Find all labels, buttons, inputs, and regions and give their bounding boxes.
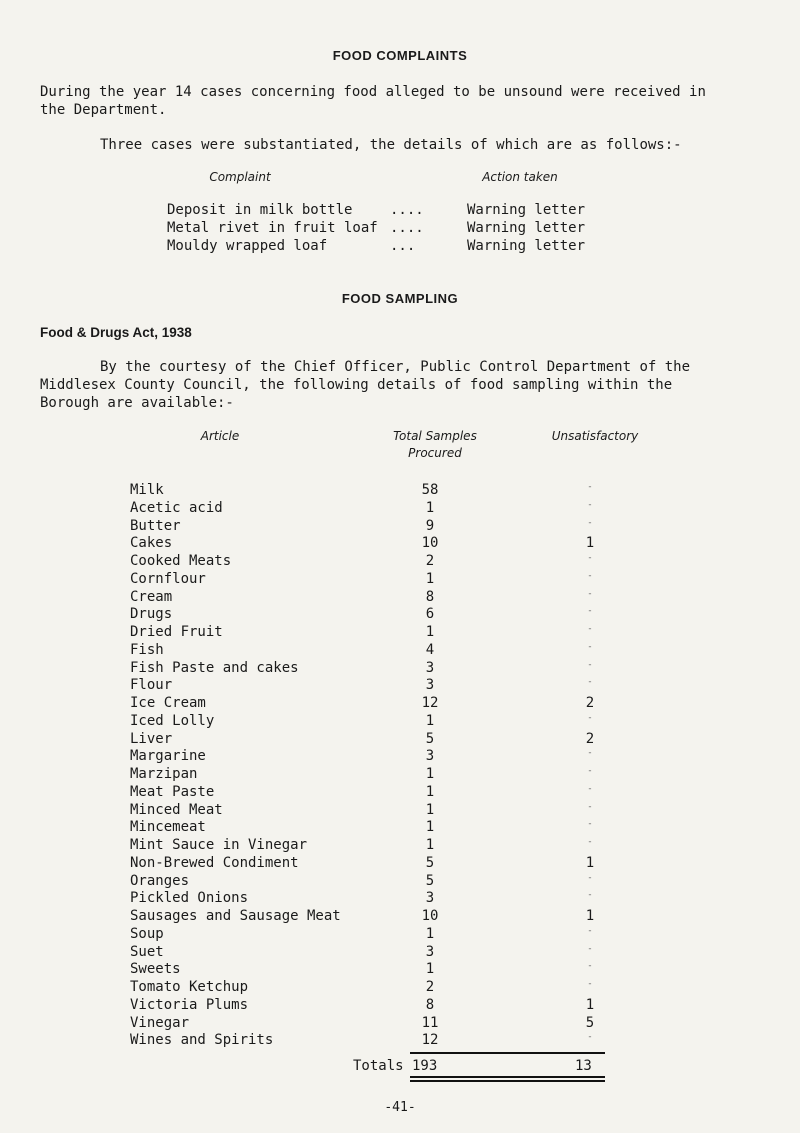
total-samples-cell: 8 (425, 996, 435, 1013)
total-samples-cell: 5 (425, 730, 435, 747)
table-row (0, 500, 800, 517)
page-number: -41- (384, 1100, 416, 1115)
unsatisfactory-cell: 2 (585, 695, 595, 711)
article-cell: Mincemeat (130, 819, 206, 836)
article-cell: Victoria Plums (130, 996, 249, 1013)
unsatisfactory-cell: - (587, 766, 593, 776)
article-cell: Marzipan (130, 766, 198, 782)
total-samples-cell: 4 (425, 641, 435, 658)
table-row (0, 518, 800, 535)
total-samples-cell: 1 (425, 499, 435, 516)
total-samples-cell: 2 (425, 553, 435, 569)
table-row (0, 944, 800, 961)
table-row (0, 908, 800, 925)
unsatisfactory-cell: 1 (585, 908, 595, 924)
table-row (0, 589, 800, 606)
total-samples-cell: 10 (421, 908, 439, 924)
article-cell: Pickled Onions (130, 890, 249, 907)
unsatisfactory-cell: 1 (585, 854, 595, 871)
article-cell: Milk (130, 482, 164, 498)
total-samples-cell: 8 (425, 588, 435, 605)
article-cell: Sweets (130, 961, 181, 978)
unsatisfactory-cell: - (587, 482, 593, 492)
total-samples-cell: 6 (425, 606, 435, 623)
complaint-text: Metal rivet in fruit loaf (167, 220, 378, 236)
totals-label: Totals (353, 1058, 404, 1074)
table-row (0, 819, 800, 836)
table-row (0, 766, 800, 783)
table-row (0, 979, 800, 996)
complaints-substantiated: Three cases were substantiated, the details of which are as follows:- (100, 137, 682, 153)
article-cell: Mint Sauce in Vinegar (130, 837, 308, 853)
totals-top-rule (410, 1052, 605, 1054)
article-cell: Soup (130, 925, 164, 942)
table-row (0, 642, 800, 659)
article-cell: Cakes (130, 535, 173, 552)
unsatisfactory-cell: - (587, 588, 593, 599)
unsatisfactory-cell: 1 (585, 996, 595, 1013)
unsatisfactory-cell: - (587, 837, 593, 847)
total-samples-cell: 1 (425, 570, 435, 587)
unsatisfactory-cell: - (587, 961, 593, 972)
table-row (0, 677, 800, 694)
table-row (0, 873, 800, 890)
complaints-intro: During the year 14 cases concerning food alleged to be unsound were received in the Department. (40, 84, 706, 118)
total-samples-cell: 12 (421, 695, 439, 711)
sampling-intro: By the courtesy of the Chief Officer, Public Control Department of the Middlesex County Council, the following details of food sampling within the Borough are available:- (40, 359, 691, 411)
unsatisfactory-cell: - (587, 517, 593, 528)
total-samples-cell: 3 (425, 890, 435, 907)
total-samples-cell: 1 (425, 801, 435, 818)
total-samples-cell: 3 (425, 943, 435, 960)
article-column-header: Article (200, 429, 240, 443)
unsatisfactory-cell: - (587, 925, 593, 936)
action-text: Warning letter (467, 202, 586, 218)
unsatisfactory-cell: - (587, 606, 593, 617)
table-row (0, 482, 800, 499)
article-cell: Wines and Spirits (130, 1032, 274, 1049)
total-samples-cell: 5 (425, 872, 435, 889)
article-cell: Sausages and Sausage Meat (130, 908, 341, 924)
unsatisfactory-cell: - (587, 783, 593, 794)
article-cell: Non-Brewed Condiment (130, 854, 299, 871)
unsatisfactory-cell: - (587, 872, 593, 883)
article-cell: Cooked Meats (130, 553, 232, 569)
total-samples-cell: 1 (425, 925, 435, 942)
article-cell: Butter (130, 517, 181, 534)
unsatisfactory-cell: - (587, 659, 593, 670)
unsatisfactory-cell: - (587, 819, 593, 830)
article-cell: Meat Paste (130, 783, 215, 800)
complaint-leader-dots: .... (390, 220, 424, 236)
article-cell: Liver (130, 730, 173, 747)
total-samples-cell: 10 (421, 535, 439, 552)
unsatisfactory-cell: - (587, 748, 593, 759)
food-sampling-heading: FOOD SAMPLING (341, 291, 459, 306)
unsatisfactory-cell: - (587, 499, 593, 510)
act-subheading: Food & Drugs Act, 1938 (40, 325, 192, 340)
article-cell: Oranges (130, 872, 190, 889)
totals-double-rule-2 (410, 1080, 605, 1082)
unsatisfactory-cell: - (587, 641, 593, 652)
unsatisfactory-cell: - (587, 1032, 593, 1043)
table-row (0, 606, 800, 623)
complaint-text: Deposit in milk bottle (167, 202, 353, 218)
unsatisfactory-cell: - (587, 979, 593, 989)
complaint-leader-dots: ... (390, 238, 416, 254)
unsatisfactory-cell: 2 (585, 730, 595, 747)
total-samples-cell: 1 (425, 961, 435, 978)
table-row (0, 890, 800, 907)
total-samples-cell: 3 (425, 659, 435, 676)
table-row (0, 855, 800, 872)
total-samples-cell: 11 (421, 1014, 439, 1031)
unsatisfactory-cell: - (587, 890, 593, 901)
unsatisfactory-cell: - (587, 712, 593, 723)
total-samples-cell: 1 (425, 837, 435, 853)
table-row (0, 553, 800, 570)
total-samples-cell: 1 (425, 819, 435, 836)
article-cell: Minced Meat (130, 801, 223, 818)
table-row (0, 1032, 800, 1049)
table-row (0, 837, 800, 854)
complaint-leader-dots: .... (390, 202, 424, 218)
total-samples-cell: 1 (425, 712, 435, 729)
action-text: Warning letter (467, 238, 586, 254)
table-row (0, 802, 800, 819)
article-cell: Drugs (130, 606, 173, 623)
action-text: Warning letter (467, 220, 586, 236)
totals-double-rule-1 (410, 1076, 605, 1078)
unsatisfactory-cell: 1 (585, 535, 595, 552)
unsatisfactory-cell: 5 (585, 1014, 595, 1031)
article-cell: Iced Lolly (130, 712, 215, 729)
article-cell: Tomato Ketchup (130, 979, 249, 995)
table-row (0, 571, 800, 588)
article-cell: Fish Paste and cakes (130, 659, 299, 676)
article-cell: Vinegar (130, 1014, 190, 1031)
table-row (0, 535, 800, 552)
unsatisfactory-cell: - (587, 624, 593, 634)
procured-column-header: Procured (408, 446, 462, 460)
total-samples-cell: 1 (425, 624, 435, 640)
complaint-column-header: Complaint (209, 170, 271, 184)
article-cell: Flour (130, 677, 173, 694)
table-row (0, 997, 800, 1014)
total-samples-cell: 9 (425, 517, 435, 534)
table-row (0, 926, 800, 943)
totals-total: 193 (412, 1058, 438, 1074)
totals-row (0, 1058, 800, 1075)
total-samples-column-header: Total Samples (393, 429, 477, 443)
table-row (0, 1015, 800, 1032)
total-samples-cell: 1 (425, 783, 435, 800)
total-samples-cell: 3 (425, 677, 435, 694)
unsatisfactory-cell: - (587, 943, 593, 954)
total-samples-cell: 2 (425, 979, 435, 995)
article-cell: Fish (130, 641, 164, 658)
unsatisfactory-cell: - (587, 801, 593, 812)
total-samples-cell: 1 (425, 766, 435, 782)
unsatisfactory-cell: - (587, 553, 593, 563)
total-samples-cell: 5 (425, 854, 435, 871)
table-row (0, 748, 800, 765)
action-column-header: Action taken (482, 170, 558, 184)
table-row (0, 961, 800, 978)
table-row (0, 784, 800, 801)
total-samples-cell: 12 (421, 1032, 439, 1049)
table-row (0, 660, 800, 677)
unsatisfactory-cell: - (587, 677, 593, 688)
complaint-text: Mouldy wrapped loaf (167, 238, 328, 254)
food-complaints-heading: FOOD COMPLAINTS (332, 48, 468, 63)
article-cell: Suet (130, 943, 164, 960)
article-cell: Acetic acid (130, 499, 223, 516)
unsatisfactory-column-header: Unsatisfactory (551, 429, 639, 443)
table-row (0, 624, 800, 641)
unsatisfactory-cell: - (587, 570, 593, 581)
article-cell: Dried Fruit (130, 624, 223, 640)
total-samples-cell: 3 (425, 748, 435, 765)
totals-unsatisfactory: 13 (575, 1058, 592, 1074)
table-row (0, 731, 800, 748)
table-row (0, 713, 800, 730)
table-row (0, 695, 800, 712)
article-cell: Margarine (130, 748, 206, 765)
article-cell: Cornflour (130, 570, 206, 587)
total-samples-cell: 58 (421, 482, 439, 498)
article-cell: Cream (130, 588, 173, 605)
article-cell: Ice Cream (130, 695, 206, 711)
